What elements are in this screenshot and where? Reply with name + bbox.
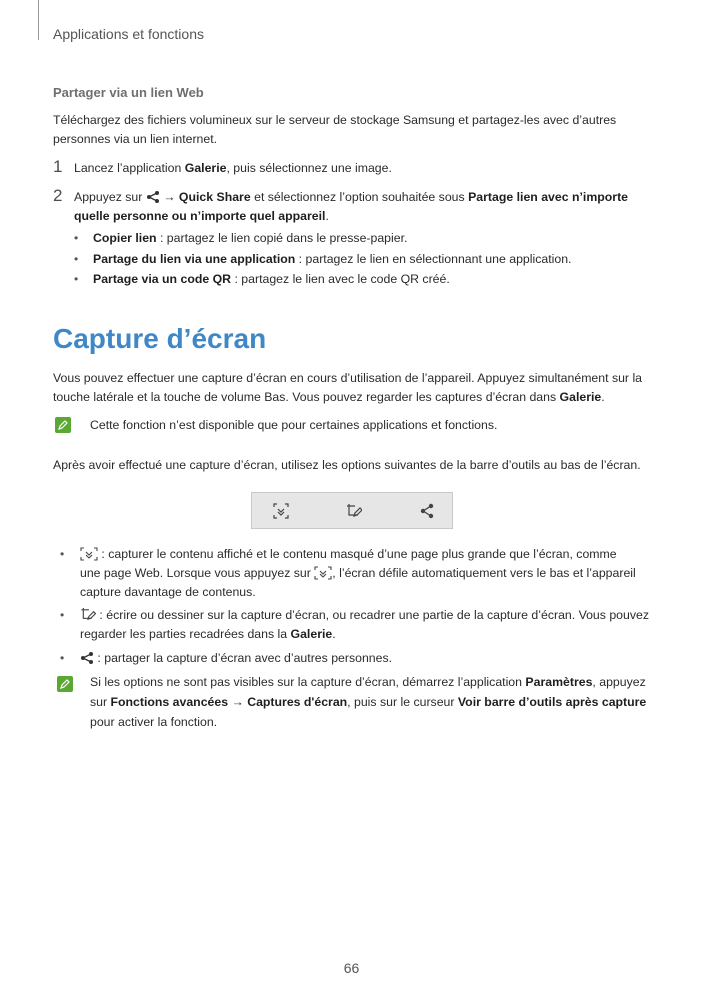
bullet-label: Partage du lien via une application [93, 252, 296, 266]
bullet-item [93, 229, 407, 248]
note-part: → [228, 695, 248, 709]
bullet: • [74, 272, 79, 286]
note-part: , puis sur le curseur [347, 695, 458, 709]
screenshot-toolbar [251, 492, 453, 529]
bullet-text: : partagez le lien copié dans le presse-papier. [156, 231, 408, 245]
note-part: sur [90, 695, 111, 709]
toolbar-intro: Après avoir effectué une capture d’écran, utilisez les options suivantes de la barre d’outils au bas de l’écran. [53, 458, 641, 472]
note-part: Si les options ne sont pas visibles sur la capture d’écran, démarrez l’application [90, 675, 526, 689]
edit-crop-icon [80, 607, 96, 622]
section-subtitle: Partager via un lien Web [53, 85, 204, 100]
item-bold: Galerie [290, 627, 333, 641]
step-number: 2 [53, 186, 63, 205]
step-text: Appuyez sur [74, 190, 146, 204]
item-text: : capturer le contenu affiché et le contenu masqué d’une page plus grande que l’écran, comme [98, 547, 617, 561]
item-text: : partager la capture d’écran avec d’autres personnes. [94, 651, 393, 665]
bullet-text: : partagez le lien en sélectionnant une application. [295, 252, 572, 266]
share-icon [146, 190, 160, 204]
intro-text: touche latérale et la touche de volume Bas. Vous pouvez regarder les captures d’écran dans [53, 390, 560, 404]
section-title: Capture d’écran [53, 323, 267, 354]
bullet: • [60, 608, 65, 622]
scroll-capture-icon [314, 566, 332, 580]
item-text: regarder les parties recadrées dans la [80, 627, 291, 641]
bullet: • [60, 651, 65, 665]
bullet-label: Copier lien [93, 231, 157, 245]
step-2 [74, 188, 654, 226]
page-number: 66 [343, 960, 360, 976]
scroll-capture-icon [80, 547, 98, 561]
step-text: Lancez l’application [74, 161, 185, 175]
step-1 [74, 159, 654, 178]
item-text: : écrire ou dessiner sur la capture d’écran, ou recadrer une partie de la capture d’écran. Vous pouvez [96, 608, 649, 622]
note-bold: Captures d'écran [247, 695, 348, 709]
note-icon [55, 417, 71, 433]
step-text: et sélectionnez l’option souhaitée sous [250, 190, 469, 204]
note-bold: Fonctions avancées [110, 695, 229, 709]
bullet-item [93, 250, 571, 269]
share-icon [80, 651, 94, 665]
item-text: capture davantage de contenus. [80, 585, 256, 599]
share-item [80, 649, 655, 668]
step-text: , puis sélectionnez une image. [226, 161, 392, 175]
bullet-item [93, 270, 450, 289]
item-text: . [332, 627, 336, 641]
bullet-label: Partage via un code QR [93, 272, 232, 286]
bullet: • [74, 252, 79, 266]
note-part: pour activer la fonction. [90, 715, 218, 729]
scroll-capture-icon[interactable] [273, 503, 289, 519]
item-text: , l’écran défile automatiquement vers le bas et l’appareil [332, 566, 636, 580]
note-bold: Voir barre d’outils après capture [457, 695, 647, 709]
step-bold: → Quick Share [163, 190, 251, 204]
step-bold: quelle personne ou n’importe quel appareil [74, 209, 326, 223]
item-text: une page Web. Lorsque vous appuyez sur [80, 566, 315, 580]
note-text [90, 672, 660, 732]
edit-crop-icon[interactable] [346, 503, 362, 519]
intro-text: . [601, 390, 605, 404]
share-icon[interactable] [419, 503, 435, 519]
page-header: Applications et fonctions [53, 26, 204, 42]
bullet: • [74, 231, 79, 245]
bullet: • [60, 547, 65, 561]
note-part: , appuyez [592, 675, 646, 689]
bullet-text: : partagez le lien avec le code QR créé. [231, 272, 450, 286]
step-text: . [325, 209, 329, 223]
capture-intro [53, 369, 653, 407]
section-intro: Téléchargez des fichiers volumineux sur le serveur de stockage Samsung et partagez-les avec d’autres personnes via un lien internet. [53, 113, 617, 146]
step-number: 1 [53, 157, 63, 176]
note-text: Cette fonction n’est disponible que pour certaines applications et fonctions. [90, 418, 498, 432]
edit-item [80, 606, 655, 644]
step-bold: Galerie [184, 161, 227, 175]
note-icon [57, 676, 73, 692]
scroll-capture-item [80, 545, 655, 602]
intro-bold: Galerie [559, 390, 602, 404]
header-rule [38, 0, 39, 40]
step-bold: Partage lien avec n’importe [468, 190, 628, 204]
intro-text: Vous pouvez effectuer une capture d’écran en cours d’utilisation de l’appareil. Appuyez simultanément sur la [53, 371, 643, 385]
note-bold: Paramètres [525, 675, 593, 689]
